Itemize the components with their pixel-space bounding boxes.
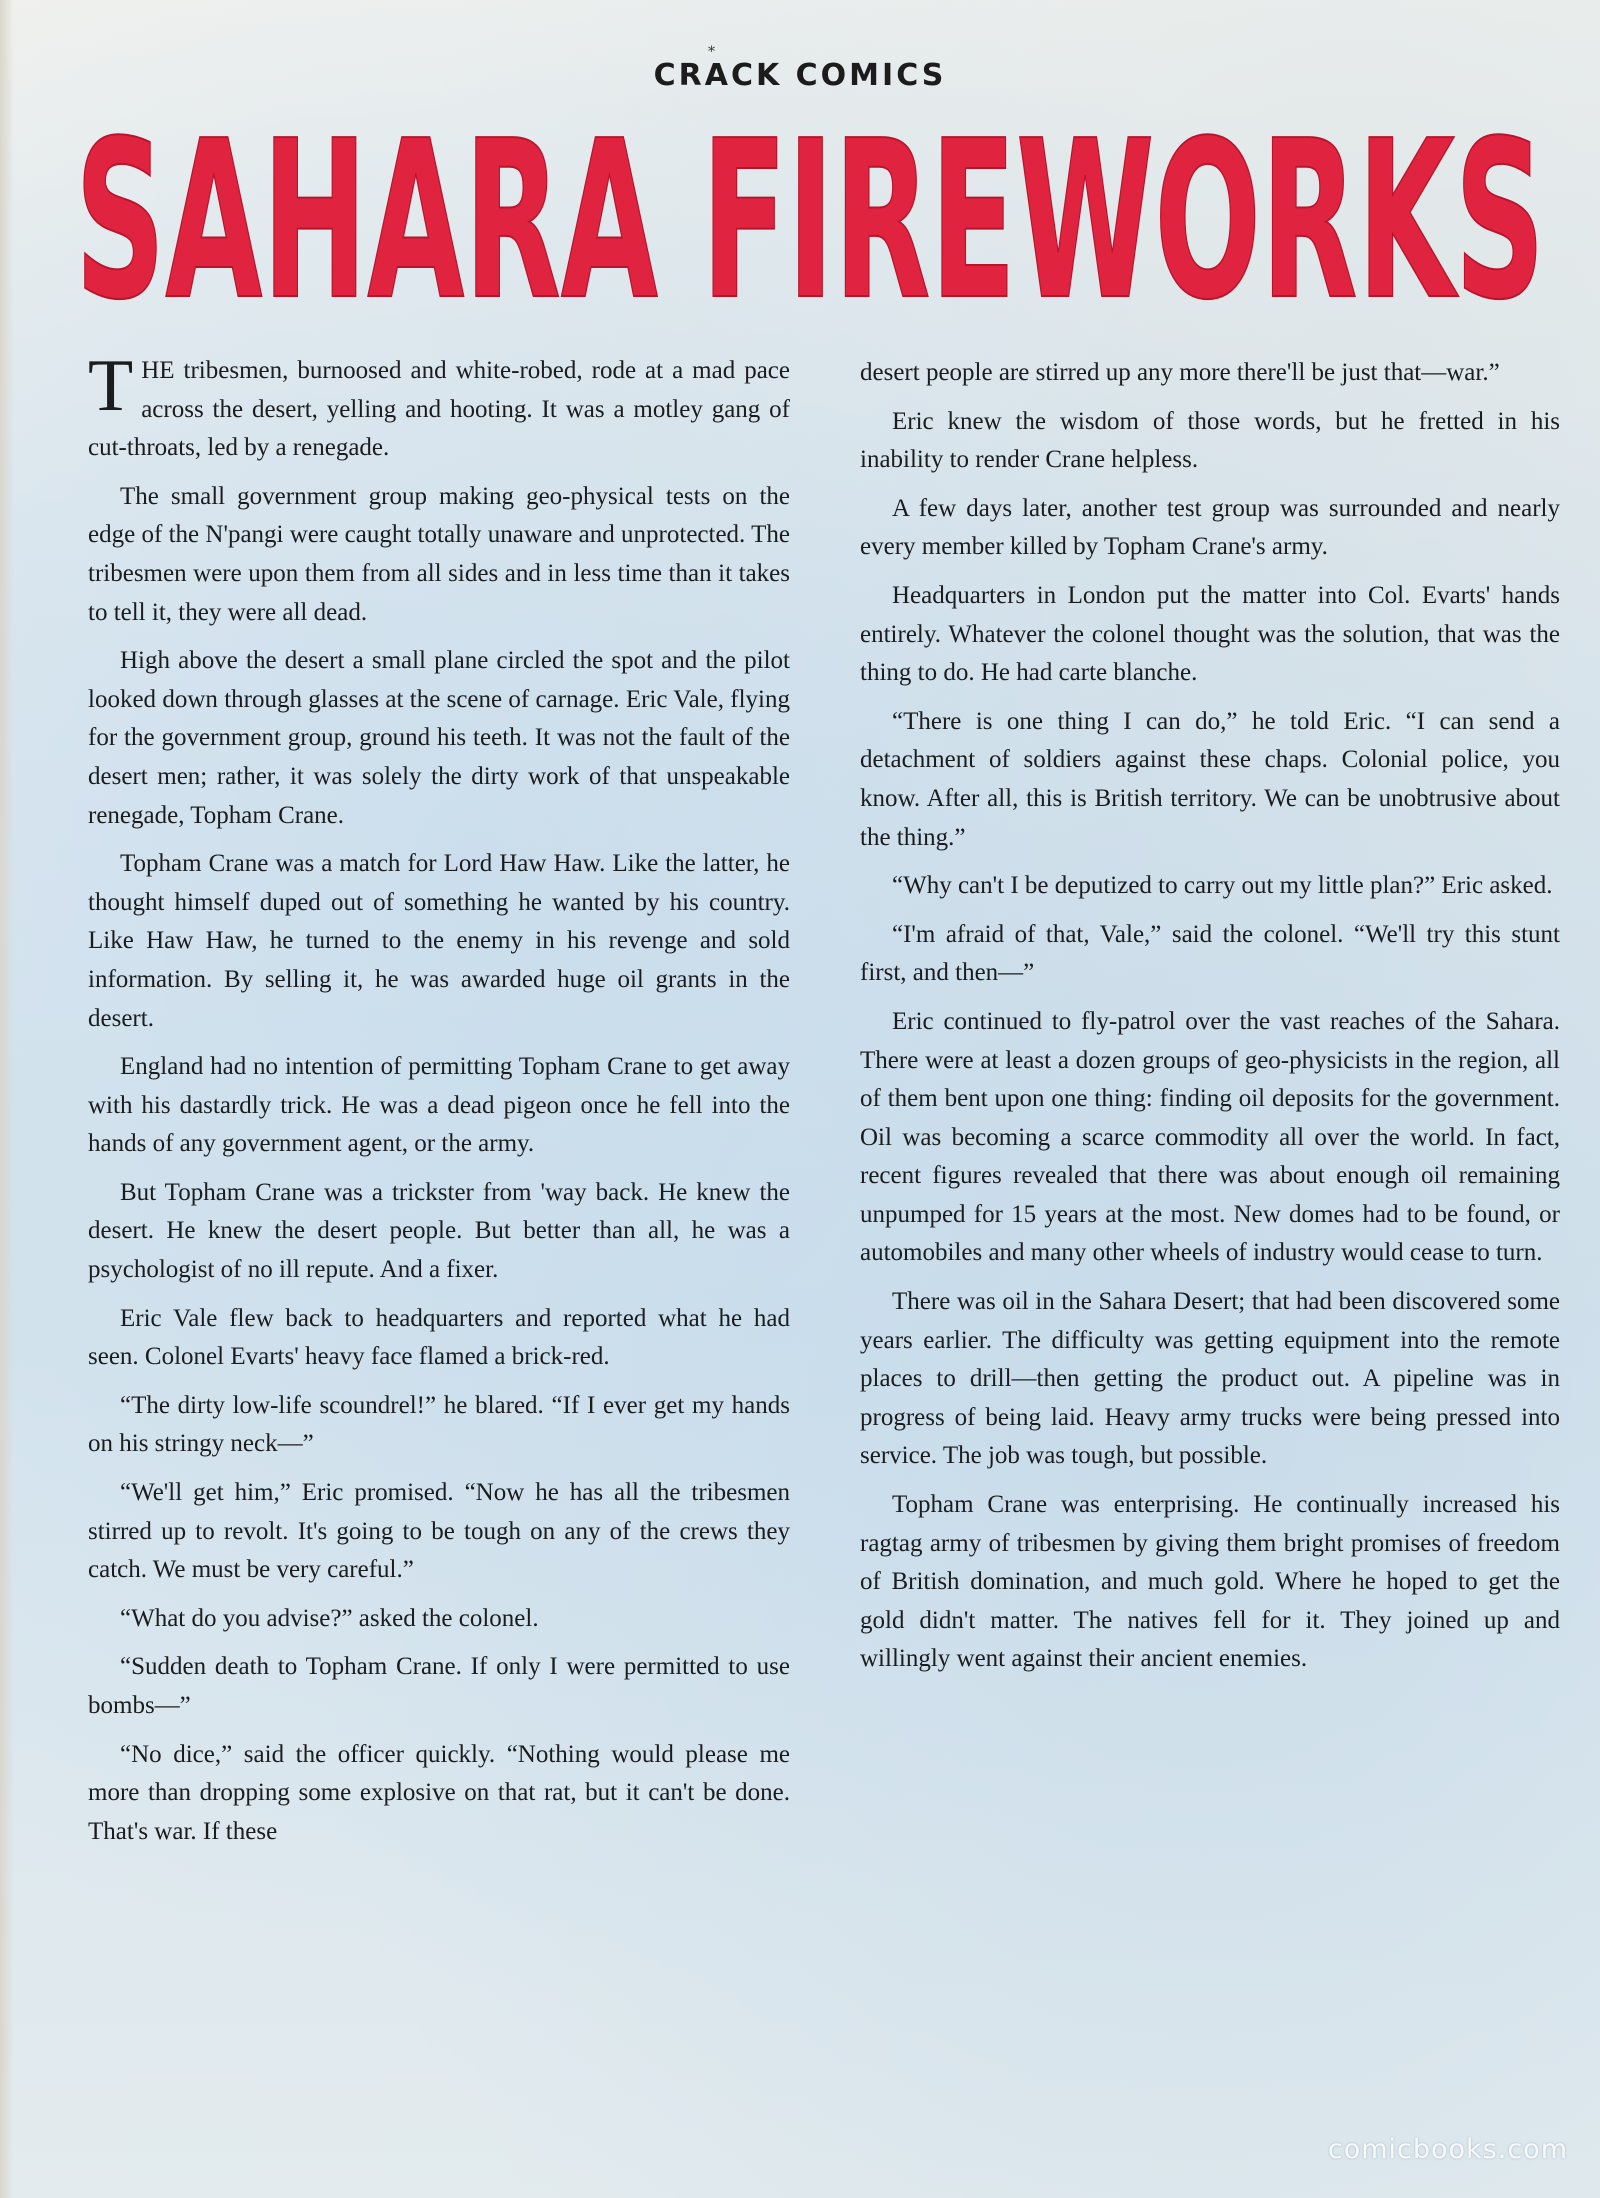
masthead: CRACK COMICS (653, 58, 947, 93)
paragraph: But Topham Crane was a trickster from 'way back. He knew the desert. He knew the desert people. But better than all, he was a psychologist of no ill repute. And a fixer. (88, 1178, 790, 1284)
paragraph: “Sudden death to Topham Crane. If only I were permitted to use bombs—” (88, 1653, 790, 1719)
paragraph: “There is one thing I can do,” he told Eric. “I can send a detachment of soldiers against these chaps. Colonial police, you know. After all, this is British territory. We can be unobtrusive about the thing.” (860, 707, 1560, 851)
paragraph: Eric continued to fly-patrol over the vast reaches of the Sahara. There were at least a dozen groups of geo-physicists in the region, all of them bent upon one thing: finding oil deposits for the government. Oil was becoming a scarce commodity all over the world. In fact, recent figures revealed that there was about enough oil remaining unpumped for 15 years at the most. New domes had to be found, or automobiles and many other wheels of industry would cease to turn. (860, 1007, 1560, 1267)
paragraph (88, 345, 790, 468)
page-edge (0, 0, 14, 2198)
paragraph: Eric Vale flew back to headquarters and reported what he had seen. Colonel Evarts' heavy face flamed a brick-red. (88, 1304, 790, 1371)
paragraph: England had no intention of permitting Topham Crane to get away with his dastardly trick. He was a dead pigeon once he fell into the hands of any government agent, or the army. (88, 1053, 790, 1158)
paragraph: “No dice,” said the officer quickly. “Nothing would please me more than dropping some explosive on that rat, but it can't be done. That's war. If these (88, 1740, 790, 1845)
paragraph: “I'm afraid of that, Vale,” said the colonel. “We'll try this stunt first, and then—” (860, 920, 1560, 987)
watermark: comicbooks.com (1327, 2134, 1568, 2165)
left-column (88, 345, 790, 1861)
paragraph: Topham Crane was a match for Lord Haw Haw. Like the latter, he thought himself duped out of something he wanted by his country. Like Haw Haw, he turned to the enemy in his revenge and sold information. By selling it, he was awarded huge oil grants in the desert. (88, 850, 790, 1032)
paragraph: desert people are stirred up any more there'll be just that—war.” (860, 359, 1500, 386)
drop-cap: T (88, 345, 134, 427)
story-title (70, 118, 1550, 318)
story-title-art (70, 118, 1550, 318)
paragraph-text: HE tribesmen, burnoosed and white-robed, rode at a mad pace across the desert, yelling and hooting. It was a motley gang of cut-throats, led by a renegade. (88, 357, 790, 462)
paragraph: Eric knew the wisdom of those words, but he fretted in his inability to render Crane helpless. (860, 407, 1560, 474)
paragraph: Topham Crane was enterprising. He continually increased his ragtag army of tribesmen by giving them bright promises of freedom of British domination, and much gold. Where he hoped to get the gold didn't matter. The natives fell for it. They joined up and willingly went against their ancient enemies. (860, 1491, 1560, 1673)
paragraph: The small government group making geo-physical tests on the edge of the N'pangi were caught totally unaware and unprotected. The tribesmen were upon them from all sides and in less time than it takes to tell it, they were all dead. (88, 482, 790, 626)
paragraph: Headquarters in London put the matter into Col. Evarts' hands entirely. Whatever the colonel thought was the solution, that was the thing to do. He had carte blanche. (860, 581, 1560, 687)
paragraph: High above the desert a small plane circled the spot and the pilot looked down through glasses at the scene of carnage. Eric Vale, flying for the government group, ground his teeth. It was not the fault of the desert men; rather, it was solely the dirty work of that unspeakable renegade, Topham Crane. (88, 647, 790, 829)
story-title-text: SAHARA FIREWORKS (75, 118, 1545, 318)
masthead-ornament: * (708, 44, 715, 60)
right-column (860, 354, 1560, 1689)
paragraph: “The dirty low-life scoundrel!” he blared. “If I ever get my hands on his stringy neck—” (88, 1391, 790, 1458)
paragraph: “We'll get him,” Eric promised. “Now he has all the tribesmen stirred up to revolt. It's going to be tough on any of the crews they catch. We must be very careful.” (88, 1479, 790, 1584)
paragraph: A few days later, another test group was surrounded and nearly every member killed by Topham Crane's army. (860, 494, 1560, 561)
paragraph: “What do you advise?” asked the colonel. (120, 1604, 539, 1632)
paragraph: “Why can't I be deputized to carry out my little plan?” Eric asked. (892, 872, 1553, 900)
paragraph: There was oil in the Sahara Desert; that had been discovered some years earlier. The difficulty was getting equipment into the remote places to drill—then getting the product out. A pipeline was in progress of being laid. Heavy army trucks were being pressed into service. The job was tough, but possible. (860, 1288, 1560, 1470)
